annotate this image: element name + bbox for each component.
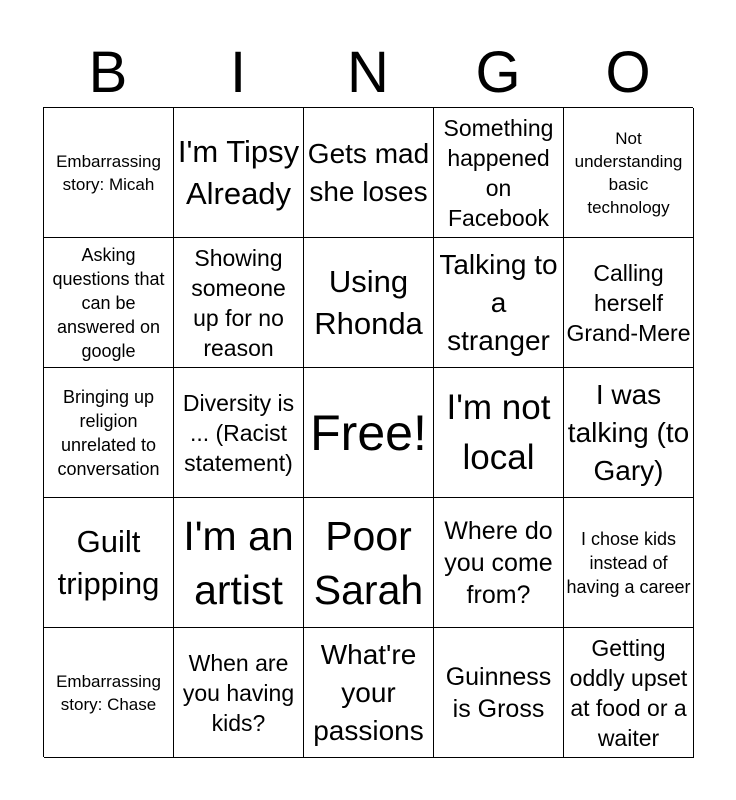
cell-text: Gets mad she loses xyxy=(307,137,430,207)
header-letter-i: I xyxy=(229,40,247,105)
cell-text: Embarrassing story: Chase xyxy=(56,671,161,714)
cell-text: Not understanding basic technology xyxy=(574,128,683,217)
cell-text: Free! xyxy=(310,404,427,461)
cell-text: When are you having kids? xyxy=(182,649,295,736)
cell-text: Guilt tripping xyxy=(57,523,160,601)
bingo-cell[interactable] xyxy=(304,108,434,238)
cell-text: Showing someone up for no reason xyxy=(191,244,286,361)
bingo-cell[interactable] xyxy=(564,498,694,628)
bingo-cell[interactable] xyxy=(174,628,304,758)
cell-text: Bringing up religion unrelated to conversation xyxy=(57,386,160,479)
cell-text: Asking questions that can be answered on google xyxy=(52,244,165,361)
cell-text: Getting oddly upset at food or a waiter xyxy=(569,634,688,751)
bingo-cell[interactable] xyxy=(564,368,694,498)
bingo-board xyxy=(43,107,693,757)
bingo-cell[interactable] xyxy=(174,108,304,238)
cell-text: What're your passions xyxy=(313,638,424,746)
cell-text: Embarrassing story: Micah xyxy=(56,151,161,194)
cell-text: I'm not local xyxy=(446,387,551,477)
cell-text: I'm an artist xyxy=(183,512,294,613)
bingo-cell[interactable] xyxy=(304,498,434,628)
cell-text: Guinness is Gross xyxy=(445,662,552,723)
cell-text: Talking to a stranger xyxy=(439,248,558,356)
free-space[interactable] xyxy=(304,368,434,498)
bingo-cell[interactable] xyxy=(44,238,174,368)
header-letter-b: B xyxy=(88,40,128,105)
header-letter-n: N xyxy=(347,40,389,105)
bingo-cell[interactable] xyxy=(304,628,434,758)
bingo-cell[interactable] xyxy=(44,108,174,238)
bingo-header xyxy=(43,38,693,108)
header-letter-o: O xyxy=(605,40,651,105)
header-letter-g: G xyxy=(475,40,521,105)
cell-text: Calling herself Grand-Mere xyxy=(566,259,691,346)
bingo-cell[interactable] xyxy=(174,238,304,368)
bingo-cell[interactable] xyxy=(564,628,694,758)
bingo-cell[interactable] xyxy=(434,368,564,498)
cell-text: Where do you come from? xyxy=(444,516,553,609)
cell-text: I chose kids instead of having a career xyxy=(566,528,691,597)
bingo-cell[interactable] xyxy=(44,498,174,628)
bingo-cell[interactable] xyxy=(564,238,694,368)
cell-text: Something happened on Facebook xyxy=(443,114,554,231)
bingo-cell[interactable] xyxy=(304,238,434,368)
cell-text: I was talking (to Gary) xyxy=(567,378,690,486)
cell-text: Diversity is ... (Racist statement) xyxy=(182,389,295,476)
bingo-cell[interactable] xyxy=(174,368,304,498)
bingo-cell[interactable] xyxy=(434,238,564,368)
bingo-cell[interactable] xyxy=(44,368,174,498)
cell-text: Poor Sarah xyxy=(313,512,424,613)
bingo-cell[interactable] xyxy=(434,498,564,628)
bingo-cell[interactable] xyxy=(44,628,174,758)
bingo-cell[interactable] xyxy=(564,108,694,238)
cell-text: I'm Tipsy Already xyxy=(177,133,300,211)
cell-text: Using Rhonda xyxy=(314,263,423,341)
bingo-cell[interactable] xyxy=(174,498,304,628)
bingo-cell[interactable] xyxy=(434,628,564,758)
bingo-cell[interactable] xyxy=(434,108,564,238)
